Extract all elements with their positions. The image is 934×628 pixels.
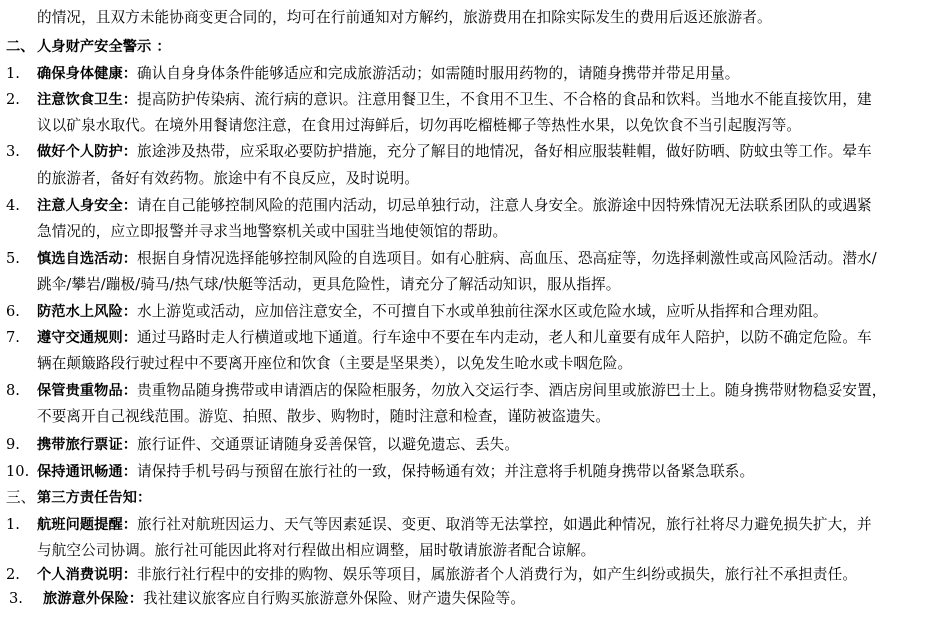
item-title: 慎选自选活动： bbox=[37, 251, 138, 267]
section-3-number: 三、 bbox=[6, 489, 36, 506]
item-title: 确保身体健康： bbox=[37, 66, 138, 82]
list-item bbox=[37, 250, 877, 268]
list-item bbox=[37, 91, 872, 109]
item-text-continued: 不要离开自己视线范围。游览、拍照、散步、购物时，随时注意和检查，谨防被盗遗失。 bbox=[37, 408, 611, 425]
item-number: 9. bbox=[6, 436, 20, 453]
list-item bbox=[43, 590, 525, 608]
item-number: 10. bbox=[6, 463, 30, 480]
item-number: 5. bbox=[6, 250, 20, 267]
item-title: 做好个人防护： bbox=[37, 144, 138, 160]
item-text-continued: 急情况的，应立即报警并寻求当地警察机关或中国驻当地使领馆的帮助。 bbox=[37, 223, 508, 240]
item-text-continued: 的旅游者，备好有效药物。旅途中有不良反应，及时说明。 bbox=[37, 170, 420, 187]
list-item bbox=[37, 436, 519, 454]
item-number: 2. bbox=[6, 566, 20, 583]
item-title: 保管贵重物品： bbox=[37, 383, 138, 399]
item-title: 防范水上风险： bbox=[37, 304, 138, 320]
item-text: 旅途涉及热带，应采取必要防护措施，充分了解目的地情况，备好相应服装鞋帽，做好防晒、防蚊虫等工作。晕车 bbox=[137, 143, 872, 160]
item-number: 8. bbox=[6, 382, 20, 399]
item-title: 旅游意外保险： bbox=[43, 591, 144, 607]
item-number: 3. bbox=[9, 590, 23, 607]
item-title: 保持通讯畅通： bbox=[37, 464, 138, 480]
list-item bbox=[37, 463, 754, 481]
item-text: 旅行证件、交通票证请随身妥善保管，以避免遗忘、丢失。 bbox=[137, 436, 520, 453]
item-text: 请在自己能够控制风险的范围内活动，切忌单独行动，注意人身安全。旅游途中因特殊情况无法联系团队的或遇紧 bbox=[137, 197, 872, 214]
intro-continuation: 的情况，且双方未能协商变更合同的，均可在行前通知对方解约，旅游费用在扣除实际发生的费用后返还旅游者。 bbox=[37, 9, 772, 26]
item-number: 3. bbox=[6, 143, 20, 160]
item-title: 航班问题提醒： bbox=[37, 517, 138, 533]
list-item bbox=[37, 197, 872, 215]
item-number: 7. bbox=[6, 329, 20, 346]
list-item bbox=[37, 566, 857, 584]
item-text-continued: 与航空公司协调。旅行社可能因此将对行程做出相应调整，届时敬请旅游者配合谅解。 bbox=[37, 542, 596, 559]
item-text: 旅行社对航班因运力、天气等因素延误、变更、取消等无法掌控，如遇此种情况，旅行社将尽力避免损失扩大，并 bbox=[137, 516, 872, 533]
list-item bbox=[37, 65, 739, 83]
item-text: 通过马路时走人行横道或地下通道。行车途中不要在车内走动，老人和儿童要有成年人陪护，以防不确定危险。车 bbox=[137, 329, 872, 346]
section-3-title: 第三方责任告知： bbox=[37, 490, 152, 506]
item-text: 水上游览或活动，应加倍注意安全，不可擅自下水或单独前往深水区或危险水域，应听从指挥和合理劝阻。 bbox=[137, 303, 828, 320]
item-title: 携带旅行票证： bbox=[37, 437, 138, 453]
item-text-continued: 辆在颠簸路段行驶过程中不要离开座位和饮食（主要是坚果类），以免发生呛水或卡咽危险。 bbox=[37, 355, 633, 372]
list-item bbox=[37, 516, 872, 534]
item-number: 1. bbox=[6, 516, 20, 533]
list-item bbox=[37, 382, 886, 400]
item-text-continued: 跳伞/攀岩/蹦极/骑马/热气球/快艇等活动，更具危险性，请充分了解活动知识，服从指挥。 bbox=[37, 276, 621, 293]
item-text-continued: 议以矿泉水取代。在境外用餐请您注意，在食用过海鲜后，切勿再吃榴梿椰子等热性水果，以免饮食不当引起腹泻等。 bbox=[37, 117, 802, 134]
item-text: 请保持手机号码与预留在旅行社的一致，保持畅通有效；并注意将手机随身携带以备紧急联系。 bbox=[137, 463, 755, 480]
section-2-number: 二、 bbox=[6, 39, 35, 55]
item-title: 注意饮食卫生： bbox=[37, 92, 138, 108]
item-number: 4. bbox=[6, 197, 20, 214]
item-number: 2. bbox=[6, 91, 20, 108]
item-text: 我社建议旅客应自行购买旅游意外保险、财产遗失保险等。 bbox=[143, 590, 526, 607]
list-item bbox=[37, 143, 872, 161]
item-text: 确认自身身体条件能够适应和完成旅游活动；如需随时服用药物的，请随身携带并带足用量。 bbox=[137, 65, 740, 82]
section-2-title: 人身财产安全警示 ： bbox=[37, 39, 171, 55]
list-item bbox=[37, 303, 828, 321]
item-number: 6. bbox=[6, 303, 20, 320]
item-title: 遵守交通规则： bbox=[37, 330, 138, 346]
item-text: 非旅行社行程中的安排的购物、娱乐等项目，属旅游者个人消费行为，如产生纠纷或损失，旅行社不承担责任。 bbox=[137, 566, 858, 583]
item-number: 1. bbox=[6, 65, 20, 82]
item-title: 注意人身安全： bbox=[37, 198, 138, 214]
item-text: 根据自身情况选择能够控制风险的自选项目。如有心脏病、高血压、恐高症等，勿选择刺激性或高风险活动。潜水/ bbox=[137, 250, 877, 267]
list-item bbox=[37, 329, 872, 347]
item-text: 提高防护传染病、流行病的意识。注意用餐卫生，不食用不卫生、不合格的食品和饮料。当地水不能直接饮用，建 bbox=[137, 91, 872, 108]
item-title: 个人消费说明： bbox=[37, 567, 138, 583]
item-text: 贵重物品随身携带或申请酒店的保险柜服务，勿放入交运行李、酒店房间里或旅游巴士上。随身携带财物稳妥安置， bbox=[137, 382, 887, 399]
